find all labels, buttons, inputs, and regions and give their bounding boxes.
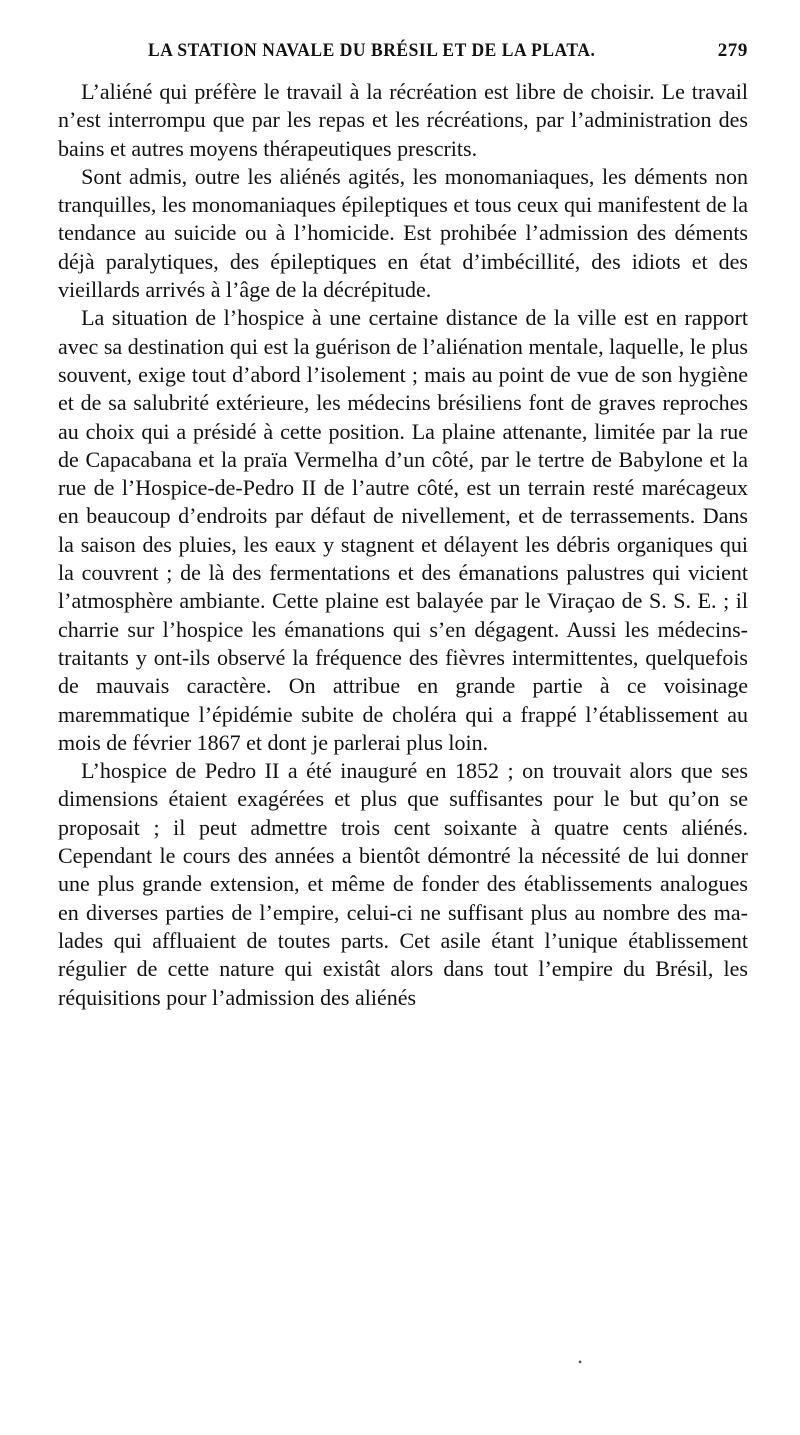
paragraph-1: L’aliéné qui préfère le travail à la récréation est libre de choisir. Le travail n’est interrompu que par les repas et les récréations, par l’administration des bains et autres moyens thérapeutiques prescrits. [58, 79, 748, 161]
paragraph-4: L’hospice de Pedro II a été inauguré en 1852 ; on trouvait alors que ses dimensions étaient exagérées et plus que suffisantes pour le but qu’on se proposait ; il peut admettre trois cent soixante à quatre cents aliénés. Cependant le cours des années a bientôt démontré la nécessité de lui donner une plus grande extension, et même de fonder des établissements analogues en diverses parties de l’empire, celui-ci ne suffisant plus au nombre des malades qui affluaient de toutes parts. Cet asile étant l’unique établissement régulier de cette nature qui existât alors dans tout l’empire du Brésil, les réquisitions pour l’admission des aliénés [58, 758, 748, 1010]
running-head [58, 40, 748, 78]
page-number: 279 [717, 40, 748, 61]
paragraph-3: La situation de l’hospice à une certaine distance de la ville est en rapport avec sa destination qui est la guérison de l’aliénation mentale, laquelle, le plus souvent, exige tout d’abord l’isolement ; mais au point de vue de son hygiène et de sa salubrité extérieure, les médecins brésiliens font de graves reproches au choix qui a présidé à cette position. La plaine attenante, limitée par la rue de Capacabana et la praïa Vermelha d’un côté, par le tertre de Babylone et la rue de l’Hospice-de-Pedro II de l’autre côté, est un terrain resté marécageux en beaucoup d’endroits par défaut de nivellement, et de terrassements. Dans la saison des pluies, les eaux y stagnent et délayent les débris organiques qui la couvrent ; de là des fermentations et des émanations palustres qui vicient l’atmosphère ambiante. Cette plaine est balayée par le Viraçao de S. S. E. ; il charrie sur l’hospice les émanations qui s’en dégagent. Aussi les médecins-traitants y ont-ils observé la fréquence des fièvres intermittentes, quelquefois de mauvais caractère. On attribue en grande partie à ce voisinage maremmatique l’épidémie subite de choléra qui a frappé l’établissement au mois de février 1867 et dont je parlerai plus loin. [58, 305, 748, 755]
body-text [58, 78, 748, 1012]
bottom-mark: • [578, 1355, 583, 1369]
paragraph-2: Sont admis, outre les aliénés agités, les monomaniaques, les déments non tranquilles, les monomaniaques épileptiques et tous ceux qui manifestent de la tendance au suicide ou à l’homicide. Est prohibée l’admission des déments déjà paralytiques, des épileptiques en état d’imbécillité, des idiots et des vieillards arrivés à l’âge de la décrépitude. [58, 163, 748, 303]
book-page [58, 40, 748, 1012]
running-title: LA STATION NAVALE DU BRÉSIL ET DE LA PLATA. [148, 40, 596, 61]
